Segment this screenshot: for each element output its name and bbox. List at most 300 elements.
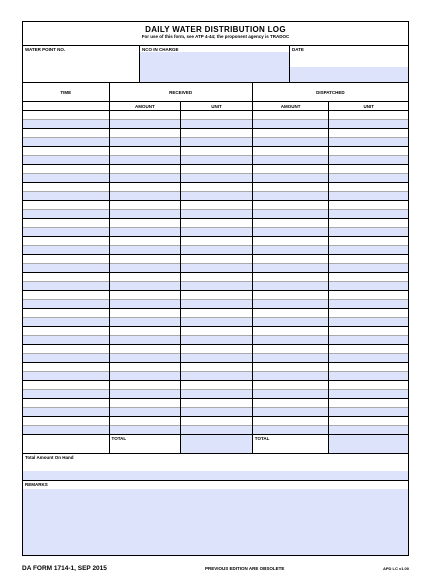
received-unit-cell[interactable] (181, 219, 253, 236)
received-amount-field[interactable] (110, 282, 181, 291)
received-amount-field[interactable] (110, 228, 181, 237)
received-amount-field[interactable] (110, 390, 181, 399)
received-unit-field[interactable] (181, 372, 252, 381)
dispatched-amount-field[interactable] (253, 120, 329, 129)
dispatched-unit-field-top (329, 129, 408, 138)
dispatched-unit-field-top (329, 165, 408, 174)
received-total-label: TOTAL (111, 436, 127, 441)
time-field-top (23, 399, 109, 408)
dispatched-unit-field[interactable] (329, 318, 408, 327)
dispatched-unit-field-top (329, 273, 408, 282)
time-field[interactable] (23, 390, 109, 399)
received-unit-field[interactable] (181, 264, 252, 273)
received-amount-cell[interactable] (110, 345, 182, 362)
dispatched-unit-cell[interactable] (329, 291, 408, 308)
received-unit-cell[interactable] (181, 165, 253, 182)
dispatched-unit-field-top (329, 219, 408, 228)
dispatched-unit-cell[interactable] (329, 255, 408, 272)
dispatched-amount-field-top (253, 345, 329, 354)
dispatched-amount-cell[interactable] (253, 381, 330, 398)
dispatched-amount-field[interactable] (253, 354, 329, 363)
received-amount-cell[interactable] (110, 129, 182, 146)
received-unit-field[interactable] (181, 246, 252, 255)
dispatched-amount-field-top (253, 237, 329, 246)
dispatched-amount-cell[interactable] (253, 183, 330, 200)
dispatched-unit-cell[interactable] (329, 129, 408, 146)
time-cell[interactable] (23, 399, 110, 416)
table-row (23, 273, 408, 291)
received-unit-cell[interactable] (181, 363, 253, 380)
received-unit-cell[interactable] (181, 399, 253, 416)
header-fields (23, 46, 408, 83)
received-amount-cell[interactable] (110, 147, 182, 164)
dispatched-amount-field-top (253, 183, 329, 192)
received-header: RECEIVED (110, 83, 253, 101)
on-hand-field[interactable] (23, 471, 408, 480)
received-amount-field-top (110, 111, 181, 120)
received-amount-field-top (110, 165, 181, 174)
time-cell[interactable] (23, 183, 110, 200)
water-distribution-form (22, 21, 409, 556)
time-cell[interactable] (23, 327, 110, 344)
dispatched-unit-field-top (329, 381, 408, 390)
dispatched-amount-cell[interactable] (253, 201, 330, 218)
dispatched-amount-field-top (253, 129, 329, 138)
time-field[interactable] (23, 300, 109, 309)
table-row (23, 417, 408, 435)
table-row (23, 255, 408, 273)
time-field[interactable] (23, 138, 109, 147)
time-cell[interactable] (23, 309, 110, 326)
received-amount-field[interactable] (110, 264, 181, 273)
time-cell[interactable] (23, 201, 110, 218)
dispatched-amount-cell[interactable] (253, 165, 330, 182)
received-amount-field-top (110, 345, 181, 354)
received-amount-cell[interactable] (110, 111, 182, 128)
received-unit-field-top (181, 309, 252, 318)
dispatched-total-label: TOTAL (254, 436, 270, 441)
dispatched-amount-field[interactable] (253, 228, 329, 237)
nco-field[interactable] (140, 52, 289, 82)
dispatched-amount-field-top (253, 363, 329, 372)
dispatched-amount-field-top (253, 291, 329, 300)
time-cell[interactable] (23, 345, 110, 362)
received-amount-field-top (110, 219, 181, 228)
received-amount-cell[interactable] (110, 309, 182, 326)
time-field-top (23, 345, 109, 354)
received-amount-field[interactable] (110, 246, 181, 255)
received-unit-field-top (181, 345, 252, 354)
received-amount-cell[interactable] (110, 255, 182, 272)
dispatched-total-cell[interactable] (253, 435, 330, 453)
dispatched-amount-field[interactable] (253, 372, 329, 381)
time-field[interactable] (23, 210, 109, 219)
time-field[interactable] (23, 426, 109, 435)
date-label: DATE (292, 47, 304, 52)
received-unit-cell[interactable] (181, 201, 253, 218)
time-field-top (23, 183, 109, 192)
dispatched-amount-cell[interactable] (253, 147, 330, 164)
dispatched-amount-field[interactable] (253, 390, 329, 399)
form-title: DAILY WATER DISTRIBUTION LOG (145, 25, 286, 34)
table-row (23, 345, 408, 363)
received-amount-cell[interactable] (110, 363, 182, 380)
received-amount-field[interactable] (110, 336, 181, 345)
received-amount-field[interactable] (110, 372, 181, 381)
received-unit-field-top (181, 273, 252, 282)
dispatched-amount-field[interactable] (253, 426, 329, 435)
received-unit-field-top (181, 111, 252, 120)
time-field-top (23, 219, 109, 228)
dispatched-unit-cell[interactable] (329, 237, 408, 254)
dispatched-amount-field[interactable] (253, 264, 329, 273)
time-field-top (23, 237, 109, 246)
received-unit-cell[interactable] (181, 255, 253, 272)
table-row (23, 183, 408, 201)
received-unit-cell[interactable] (181, 381, 253, 398)
time-field[interactable] (23, 120, 109, 129)
dispatched-amount-cell[interactable] (253, 273, 330, 290)
received-unit-cell[interactable] (181, 237, 253, 254)
received-unit-cell[interactable] (181, 417, 253, 434)
time-field[interactable] (23, 318, 109, 327)
time-field-top (23, 417, 109, 426)
time-field[interactable] (23, 372, 109, 381)
received-amount-field-top (110, 291, 181, 300)
time-cell[interactable] (23, 363, 110, 380)
time-field-top (23, 363, 109, 372)
table-row (23, 291, 408, 309)
received-unit-field-top (181, 165, 252, 174)
total-spacer (23, 435, 110, 453)
dispatched-amount-cell[interactable] (253, 255, 330, 272)
dispatched-amount-field[interactable] (253, 300, 329, 309)
time-field-top (23, 147, 109, 156)
received-unit-field[interactable] (181, 138, 252, 147)
dispatched-amount-field[interactable] (253, 192, 329, 201)
dispatched-unit-field[interactable] (329, 282, 408, 291)
received-amount-field[interactable] (110, 174, 181, 183)
received-unit-field-top (181, 201, 252, 210)
dispatched-unit-field-top (329, 309, 408, 318)
time-field-top (23, 273, 109, 282)
received-amount-field-top (110, 363, 181, 372)
dispatched-amount-cell[interactable] (253, 327, 330, 344)
dispatched-amount-cell[interactable] (253, 237, 330, 254)
table-row (23, 201, 408, 219)
dispatched-amount-field-top (253, 111, 329, 120)
received-unit-field-top (181, 327, 252, 336)
received-unit-field-top (181, 291, 252, 300)
dispatched-unit-cell[interactable] (329, 381, 408, 398)
form-header (23, 22, 408, 46)
remarks-label: REMARKS (25, 482, 48, 487)
total-row (23, 435, 408, 454)
received-unit-field-top (181, 417, 252, 426)
received-unit-cell[interactable] (181, 111, 253, 128)
dispatched-amount-field-top (253, 219, 329, 228)
received-amount-field[interactable] (110, 156, 181, 165)
received-amount-cell[interactable] (110, 327, 182, 344)
time-field-top (23, 255, 109, 264)
dispatched-amount-field[interactable] (253, 318, 329, 327)
received-amount-field[interactable] (110, 210, 181, 219)
table-row (23, 237, 408, 255)
time-cell[interactable] (23, 147, 110, 164)
dispatched-amount-field-top (253, 327, 329, 336)
time-field[interactable] (23, 336, 109, 345)
time-field[interactable] (23, 282, 109, 291)
received-amount-field[interactable] (110, 318, 181, 327)
dispatched-unit-cell[interactable] (329, 165, 408, 182)
received-amount-field-top (110, 201, 181, 210)
received-unit-field[interactable] (181, 318, 252, 327)
form-id: DA FORM 1714-1, SEP 2015 (22, 565, 107, 572)
received-unit-cell[interactable] (181, 309, 253, 326)
dispatched-unit-cell[interactable] (329, 399, 408, 416)
table-row (23, 399, 408, 417)
received-unit-field[interactable] (181, 210, 252, 219)
date-field[interactable] (290, 67, 408, 82)
dispatched-unit-field[interactable] (329, 354, 408, 363)
received-amount-cell[interactable] (110, 273, 182, 290)
dispatched-amount-cell[interactable] (253, 219, 330, 236)
received-unit-field-top (181, 219, 252, 228)
time-cell[interactable] (23, 219, 110, 236)
dispatched-amount-cell[interactable] (253, 417, 330, 434)
received-unit-cell[interactable] (181, 327, 253, 344)
time-field-top (23, 291, 109, 300)
dispatched-amount-field-top (253, 201, 329, 210)
dispatched-unit-field[interactable] (329, 228, 408, 237)
dispatched-unit-field-top (329, 237, 408, 246)
dispatched-amount-field[interactable] (253, 282, 329, 291)
water-point-label: WATER POINT NO. (25, 47, 66, 52)
received-unit-field[interactable] (181, 390, 252, 399)
received-unit-cell[interactable] (181, 291, 253, 308)
dispatched-unit-field[interactable] (329, 192, 408, 201)
log-table-body (23, 111, 408, 435)
table-row (23, 381, 408, 399)
received-unit-field-top (181, 183, 252, 192)
dispatched-unit-field[interactable] (329, 300, 408, 309)
time-cell[interactable] (23, 255, 110, 272)
dispatched-unit-field[interactable] (329, 426, 408, 435)
dispatched-total-unit[interactable] (329, 435, 408, 453)
time-subheader (23, 102, 110, 110)
dispatched-amount-field-top (253, 309, 329, 318)
dispatched-unit-field[interactable] (329, 408, 408, 417)
received-unit-field[interactable] (181, 426, 252, 435)
dispatched-amount-cell[interactable] (253, 129, 330, 146)
time-cell[interactable] (23, 381, 110, 398)
dispatched-amount-cell[interactable] (253, 309, 330, 326)
dispatched-unit-cell[interactable] (329, 111, 408, 128)
received-unit-field[interactable] (181, 282, 252, 291)
dispatched-unit-cell[interactable] (329, 273, 408, 290)
dispatched-amount-field[interactable] (253, 336, 329, 345)
dispatched-unit-field-top (329, 417, 408, 426)
nco-cell (140, 46, 290, 82)
time-field[interactable] (23, 354, 109, 363)
received-unit-field-top (181, 129, 252, 138)
table-header-row (23, 83, 408, 102)
dispatched-unit-cell[interactable] (329, 201, 408, 218)
dispatched-unit-cell[interactable] (329, 327, 408, 344)
dispatched-unit-field[interactable] (329, 390, 408, 399)
dispatched-amount-field-top (253, 255, 329, 264)
received-amount-field[interactable] (110, 138, 181, 147)
dispatched-amount-field-top (253, 381, 329, 390)
received-amount-cell[interactable] (110, 381, 182, 398)
received-unit-field[interactable] (181, 174, 252, 183)
dispatched-amount-field[interactable] (253, 138, 329, 147)
time-field-top (23, 165, 109, 174)
time-cell[interactable] (23, 111, 110, 128)
dispatched-unit-field-top (329, 291, 408, 300)
water-point-field[interactable] (23, 52, 139, 82)
received-unit-field-top (181, 255, 252, 264)
date-field-top[interactable] (290, 52, 408, 67)
nco-label: NCO IN CHARGE (142, 47, 179, 52)
form-subtitle: For use of this form, see ATP 4-44; the proponent agency is TRADOC (141, 34, 290, 39)
dispatched-amount-cell[interactable] (253, 345, 330, 362)
time-cell[interactable] (23, 237, 110, 254)
time-cell[interactable] (23, 291, 110, 308)
dispatched-unit-field-top (329, 345, 408, 354)
dispatched-amount-cell[interactable] (253, 399, 330, 416)
dispatched-amount-cell[interactable] (253, 291, 330, 308)
dispatched-unit-field[interactable] (329, 210, 408, 219)
received-unit-field[interactable] (181, 408, 252, 417)
received-unit-field-top (181, 237, 252, 246)
received-unit-cell[interactable] (181, 345, 253, 362)
time-field[interactable] (23, 264, 109, 273)
received-unit-cell[interactable] (181, 147, 253, 164)
received-amount-cell[interactable] (110, 183, 182, 200)
dispatched-amount-field[interactable] (253, 408, 329, 417)
received-amount-field[interactable] (110, 300, 181, 309)
received-amount-field[interactable] (110, 192, 181, 201)
received-amount-field-top (110, 183, 181, 192)
table-row (23, 129, 408, 147)
received-unit-field-top (181, 363, 252, 372)
dispatched-unit-field-top (329, 255, 408, 264)
table-row (23, 147, 408, 165)
dispatched-amount-field[interactable] (253, 156, 329, 165)
dispatched-amount-field-top (253, 273, 329, 282)
dispatched-unit-field-top (329, 399, 408, 408)
received-unit-field[interactable] (181, 300, 252, 309)
received-amount-cell[interactable] (110, 165, 182, 182)
received-amount-field-top (110, 417, 181, 426)
time-field[interactable] (23, 246, 109, 255)
time-field-top (23, 129, 109, 138)
dispatched-unit-field[interactable] (329, 372, 408, 381)
dispatched-amount-cell[interactable] (253, 111, 330, 128)
dispatched-amount-field[interactable] (253, 246, 329, 255)
dispatched-unit-cell[interactable] (329, 345, 408, 362)
dispatched-amount-field[interactable] (253, 174, 329, 183)
dispatched-unit-cell[interactable] (329, 147, 408, 164)
table-subheader-row (23, 102, 408, 111)
received-unit-cell[interactable] (181, 273, 253, 290)
time-field-top (23, 111, 109, 120)
table-row (23, 219, 408, 237)
remarks-field[interactable] (23, 489, 408, 555)
dispatched-unit-field[interactable] (329, 264, 408, 273)
on-hand-section (23, 454, 408, 481)
dispatched-unit-field[interactable] (329, 156, 408, 165)
time-field[interactable] (23, 156, 109, 165)
received-unit-header: UNIT (181, 102, 253, 110)
table-row (23, 363, 408, 381)
received-unit-cell[interactable] (181, 183, 253, 200)
received-unit-field[interactable] (181, 156, 252, 165)
dispatched-unit-cell[interactable] (329, 219, 408, 236)
received-amount-field[interactable] (110, 426, 181, 435)
received-unit-field[interactable] (181, 336, 252, 345)
dispatched-amount-field[interactable] (253, 210, 329, 219)
dispatched-amount-field-top (253, 399, 329, 408)
dispatched-unit-cell[interactable] (329, 183, 408, 200)
received-amount-cell[interactable] (110, 291, 182, 308)
time-field[interactable] (23, 408, 109, 417)
received-amount-field[interactable] (110, 408, 181, 417)
received-amount-cell[interactable] (110, 237, 182, 254)
dispatched-unit-field[interactable] (329, 246, 408, 255)
water-point-cell (23, 46, 140, 82)
dispatched-unit-field[interactable] (329, 120, 408, 129)
time-field-top (23, 309, 109, 318)
received-amount-cell[interactable] (110, 219, 182, 236)
dispatched-unit-field[interactable] (329, 174, 408, 183)
time-field[interactable] (23, 192, 109, 201)
received-amount-field-top (110, 273, 181, 282)
dispatched-amount-cell[interactable] (253, 363, 330, 380)
time-cell[interactable] (23, 129, 110, 146)
received-total-cell[interactable] (110, 435, 182, 453)
dispatched-unit-cell[interactable] (329, 309, 408, 326)
time-cell[interactable] (23, 417, 110, 434)
dispatched-unit-cell[interactable] (329, 363, 408, 380)
received-amount-cell[interactable] (110, 399, 182, 416)
received-total-unit[interactable] (181, 435, 253, 453)
received-unit-field[interactable] (181, 192, 252, 201)
dispatched-unit-field[interactable] (329, 336, 408, 345)
received-amount-field-top (110, 399, 181, 408)
on-hand-label: Total Amount On Hand (25, 455, 74, 460)
received-amount-field[interactable] (110, 354, 181, 363)
dispatched-unit-field[interactable] (329, 138, 408, 147)
time-field[interactable] (23, 228, 109, 237)
received-unit-cell[interactable] (181, 129, 253, 146)
dispatched-amount-field-top (253, 147, 329, 156)
received-unit-field[interactable] (181, 354, 252, 363)
received-amount-cell[interactable] (110, 201, 182, 218)
time-field[interactable] (23, 174, 109, 183)
time-header: TIME (23, 83, 110, 101)
dispatched-unit-field-top (329, 201, 408, 210)
received-amount-field[interactable] (110, 120, 181, 129)
dispatched-unit-cell[interactable] (329, 417, 408, 434)
received-amount-cell[interactable] (110, 417, 182, 434)
received-amount-field-top (110, 237, 181, 246)
time-cell[interactable] (23, 273, 110, 290)
received-unit-field[interactable] (181, 228, 252, 237)
received-unit-field[interactable] (181, 120, 252, 129)
time-cell[interactable] (23, 165, 110, 182)
